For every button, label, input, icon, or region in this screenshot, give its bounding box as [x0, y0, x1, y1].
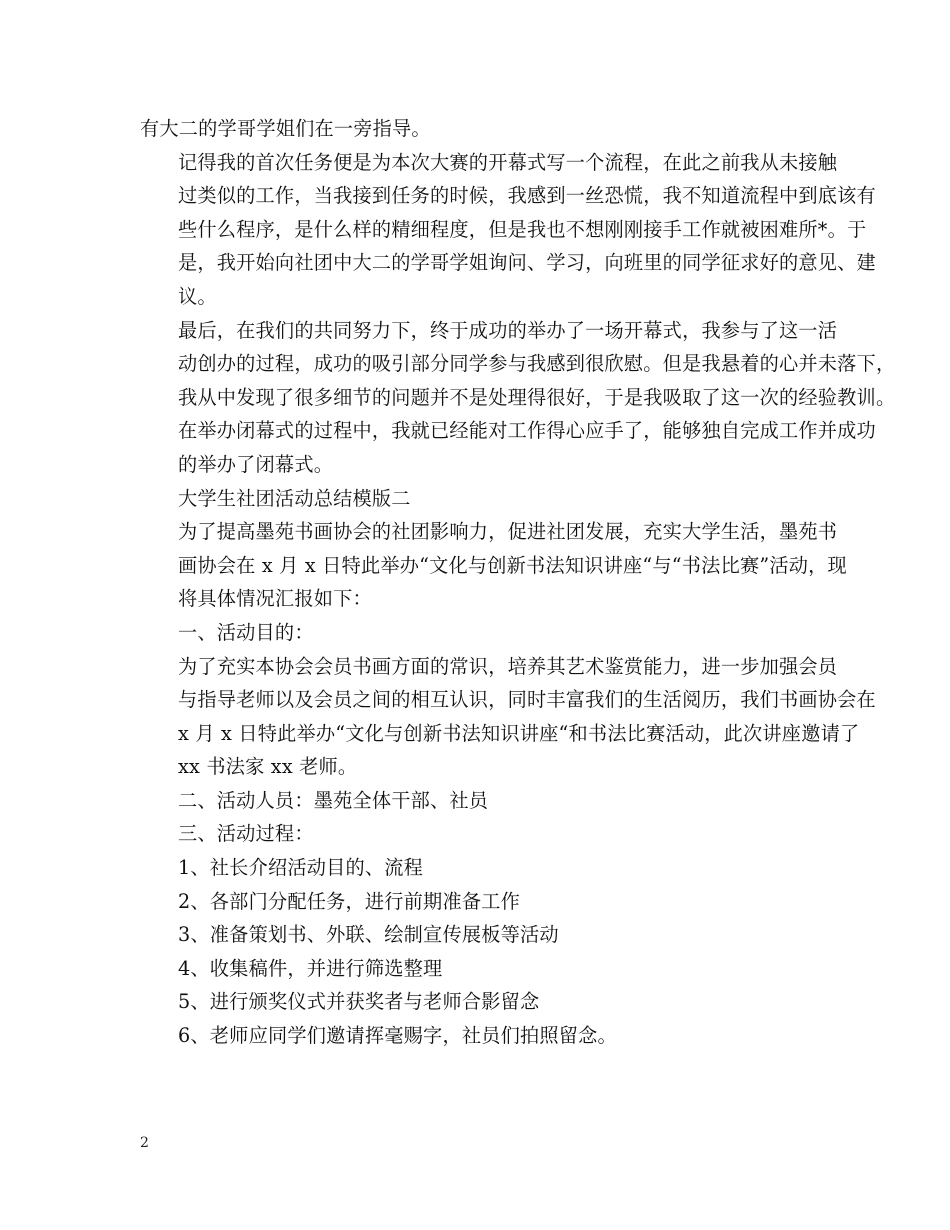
text-line: 为了提高墨苑书画协会的社团影响力，促进社团发展，充实大学生活，墨苑书 [178, 520, 838, 544]
text-line: 4、收集稿件，并进行筛选整理 [178, 956, 443, 980]
text-line: 将具体情况汇报如下： [178, 587, 372, 611]
text-line: 3、准备策划书、外联、绘制宣传展板等活动 [178, 923, 559, 947]
paragraph [140, 784, 812, 818]
document-body [140, 112, 896, 1053]
paragraph [140, 918, 812, 952]
paragraph [140, 112, 812, 146]
text-line: 些什么程序，是什么样的精细程度，但是我也不想刚刚接手工作就被困难所*。于 [178, 217, 867, 241]
paragraph [140, 817, 812, 851]
text-line: 记得我的首次任务便是为本次大赛的开幕式写一个流程，在此之前我从未接触 [178, 150, 838, 174]
paragraph [140, 650, 876, 784]
text-line: 画协会在 x 月 x 日特此举办“文化与创新书法知识讲座“与“书法比赛”活动，现 [178, 553, 847, 577]
text-line: 过类似的工作，当我接到任务的时候，我感到一丝恐慌，我不知道流程中到底该有 [178, 184, 876, 208]
text-line: 动创办的过程，成功的吸引部分同学参与我感到很欣慰。但是我悬着的心并未落下， [178, 352, 896, 376]
page-number: 2 [140, 1135, 149, 1151]
paragraph [140, 985, 812, 1019]
paragraph [140, 1019, 812, 1053]
paragraph [140, 885, 812, 919]
text-line: 在举办闭幕式的过程中，我就已经能对工作得心应手了，能够独自完成工作并成功 [178, 419, 876, 443]
text-line: 二、活动人员：墨苑全体干部、社员 [178, 788, 489, 812]
text-line: 为了充实本协会会员书画方面的常识，培养其艺术鉴赏能力，进一步加强会员 [178, 654, 838, 678]
text-line: 与指导老师以及会员之间的相互认识，同时丰富我们的生活阅历，我们书画协会在 [178, 688, 876, 712]
paragraph [140, 314, 896, 482]
text-line: 的举办了闭幕式。 [178, 452, 334, 476]
paragraph [140, 616, 812, 650]
text-line: 最后，在我们的共同努力下，终于成功的举办了一场开幕式，我参与了这一活 [178, 318, 838, 342]
text-line: x 月 x 日特此举办“文化与创新书法知识讲座“和书法比赛活动，此次讲座邀请了 [178, 721, 860, 745]
paragraph [140, 851, 812, 885]
text-line: 2、各部门分配任务，进行前期准备工作 [178, 889, 520, 913]
paragraph [140, 146, 876, 314]
text-line: 议。 [178, 284, 217, 308]
text-line: 我从中发现了很多细节的问题并不是处理得很好，于是我吸取了这一次的经验教训。 [178, 385, 896, 409]
paragraph [140, 482, 812, 516]
text-line: 是，我开始向社团中大二的学哥学姐询问、学习，向班里的同学征求好的意见、建 [178, 251, 876, 275]
text-line: 5、进行颁奖仪式并获奖者与老师合影留念 [178, 990, 540, 1014]
text-line: 6、老师应同学们邀请挥毫赐字，社员们拍照留念。 [178, 1024, 617, 1048]
text-line: 三、活动过程： [178, 822, 314, 846]
text-line: 一、活动目的： [178, 620, 314, 644]
text-line: 1、社长介绍活动目的、流程 [178, 856, 424, 880]
text-line: xx 书法家 xx 老师。 [178, 755, 358, 779]
text-line: 有大二的学哥学姐们在一旁指导。 [140, 117, 431, 140]
text-line: 大学生社团活动总结模版二 [178, 486, 411, 510]
paragraph [140, 515, 847, 616]
paragraph [140, 952, 812, 986]
